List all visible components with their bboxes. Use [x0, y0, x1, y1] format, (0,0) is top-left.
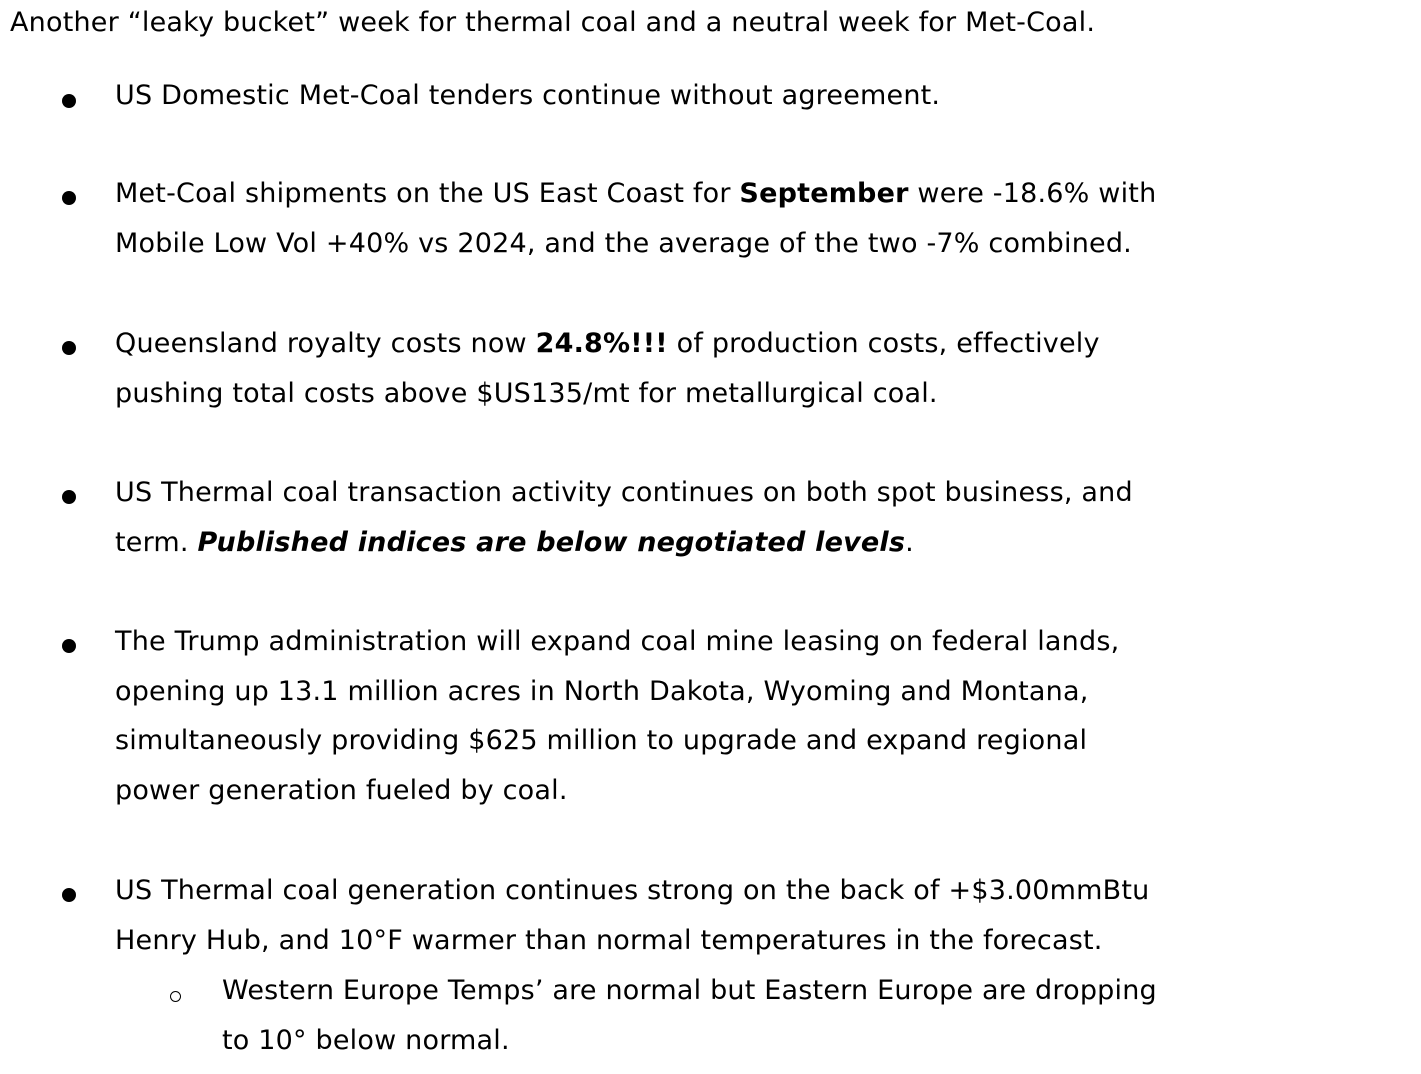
bullet-text [115, 319, 1405, 418]
text-line: simultaneously providing $625 million to upgrade and expand regional [115, 725, 1088, 757]
text-line: opening up 13.1 million acres in North Dakota, Wyoming and Montana, [115, 675, 1089, 707]
bullet-text [115, 866, 1405, 965]
text-line: to 10° below normal. [222, 1024, 510, 1056]
bullet-dot-icon [62, 191, 76, 205]
bold-italic-emphasis: Published indices are below negotiated levels [197, 526, 906, 558]
text-segment: . [905, 526, 914, 558]
text-line: power generation fueled by coal. [115, 774, 568, 806]
intro-paragraph: Another “leaky bucket” week for thermal coal and a neutral week for Met-Coal. [10, 7, 1096, 38]
bold-percentage: 24.8%!!! [535, 328, 668, 359]
text-line [115, 319, 1405, 369]
text-line: The Trump administration will expand coal mine leasing on federal lands, [115, 626, 1120, 657]
text-line: Henry Hub, and 10°F warmer than normal temperatures in the forecast. [115, 924, 1103, 956]
text-line [115, 169, 1405, 219]
text-line [115, 518, 1405, 568]
text-line: US Thermal coal generation continues strong on the back of +$3.00mmBtu [115, 875, 1150, 906]
bullet-dot-icon [62, 341, 76, 355]
text-segment: were -18.6% with [908, 178, 1157, 209]
text-segment: term. [115, 526, 198, 558]
text-line: US Domestic Met-Coal tenders continue without agreement. [115, 80, 941, 111]
bullet-text [115, 617, 1405, 815]
bold-month: September [739, 178, 909, 209]
text-line: US Thermal coal transaction activity continues on both spot business, and [115, 477, 1133, 508]
bullet-dot-icon [62, 490, 76, 504]
bullet-dot-icon [62, 639, 76, 653]
bullet-dot-icon [62, 94, 76, 108]
text-line: Mobile Low Vol +40% vs 2024, and the average of the two -7% combined. [115, 227, 1132, 259]
bullet-text [115, 468, 1405, 567]
text-segment: Queensland royalty costs now [115, 328, 536, 359]
text-line: Western Europe Temps’ are normal but Eastern Europe are dropping [222, 975, 1157, 1006]
bullet-text [115, 71, 1405, 121]
text-line: pushing total costs above $US135/mt for metallurgical coal. [115, 377, 938, 409]
bullet-dot-icon [62, 888, 76, 902]
sub-bullet-circle-icon [170, 991, 181, 1002]
sub-bullet-text [222, 966, 1412, 1065]
bullet-text [115, 169, 1405, 268]
text-segment: Met-Coal shipments on the US East Coast for [115, 178, 740, 209]
text-segment: of production costs, effectively [667, 328, 1100, 359]
